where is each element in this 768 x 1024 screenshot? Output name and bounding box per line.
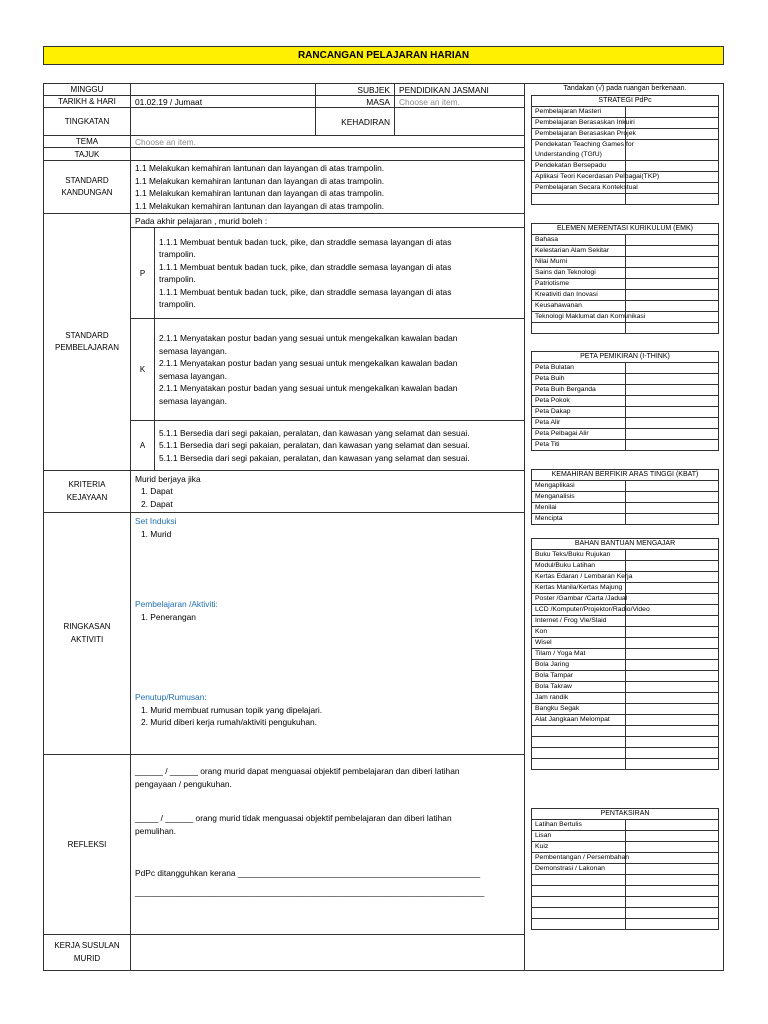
refleksi-line: ______ / ______ orang murid dapat menguasai objektif pembelajaran dan diberi latihan bbox=[135, 766, 460, 776]
sp-p-line: 1.1.1 Membuat bentuk badan tuck, pike, dan straddle semasa layangan di atas bbox=[159, 236, 452, 247]
bbm-item: Buku Teks/Buku Rujukan bbox=[532, 550, 626, 561]
masa-label: MASA bbox=[316, 96, 395, 108]
pentaksiran-item: Demonstrasi / Lakonan bbox=[532, 864, 626, 875]
sk-line: 1.1 Melakukan kemahiran lantunan dan layangan di atas trampolin. bbox=[135, 200, 385, 211]
refleksi-line: pengayaan / pengukuhan. bbox=[135, 778, 232, 789]
subjek-value[interactable]: PENDIDIKAN JASMANI bbox=[395, 84, 525, 96]
emk-table bbox=[531, 223, 719, 334]
emk-item: Patriotisme bbox=[532, 279, 626, 290]
strategi-item bbox=[532, 194, 626, 205]
bbm-item: LCD /Komputer/Projektor/Radio/Video bbox=[532, 605, 626, 616]
checkbox[interactable] bbox=[625, 301, 719, 312]
tarikh-label: TARIKH & HARI bbox=[44, 96, 131, 108]
checkbox[interactable] bbox=[625, 748, 719, 759]
bbm-table bbox=[531, 538, 719, 770]
checkbox[interactable] bbox=[625, 323, 719, 334]
sp-p-label: P bbox=[131, 228, 155, 319]
checkbox[interactable] bbox=[625, 481, 719, 492]
tema-dropdown[interactable]: Choose an item. bbox=[131, 136, 525, 148]
checkbox[interactable] bbox=[625, 660, 719, 671]
checkbox[interactable] bbox=[625, 429, 719, 440]
checkbox[interactable] bbox=[625, 550, 719, 561]
sp-a-line: 5.1.1 Bersedia dari segi pakaian, peralatan, dan kawasan yang selamat dan sesuai. bbox=[159, 452, 470, 463]
checkbox[interactable] bbox=[625, 440, 719, 451]
checkbox[interactable] bbox=[625, 875, 719, 886]
checkbox[interactable] bbox=[625, 235, 719, 246]
emk-item: Sains dan Teknologi bbox=[532, 268, 626, 279]
tarikh-value[interactable]: 01.02.19 / Jumaat bbox=[131, 96, 316, 108]
sp-p-line: 1.1.1 Membuat bentuk badan tuck, pike, dan straddle semasa layangan di atas bbox=[159, 286, 452, 297]
ithink-item: Peta Titi bbox=[532, 440, 626, 451]
emk-title: ELEMEN MERENTASI KURIKULUM (EMK) bbox=[532, 224, 719, 235]
bbm-item: Alat Jangkaan Melompat bbox=[532, 715, 626, 726]
pentaksiran-item bbox=[532, 875, 626, 886]
masa-dropdown[interactable]: Choose an item. bbox=[395, 96, 525, 108]
strategi-item: Pendekatan Teaching Games for Understanding (TGfU) bbox=[532, 140, 626, 161]
bbm-item: Modul/Buku Latihan bbox=[532, 561, 626, 572]
ithink-item: Peta Dakap bbox=[532, 407, 626, 418]
sp-intro: Pada akhir pelajaran , murid boleh : bbox=[131, 214, 525, 228]
checkbox[interactable] bbox=[625, 638, 719, 649]
kriteria-item: 1. Dapat bbox=[141, 486, 173, 497]
checkbox[interactable] bbox=[625, 820, 719, 831]
pentaksiran-item: Kuiz bbox=[532, 842, 626, 853]
sp-p-content[interactable] bbox=[155, 228, 525, 319]
kbat-item: Mengaplikasi bbox=[532, 481, 626, 492]
checkbox[interactable] bbox=[625, 279, 719, 290]
emk-item: Teknologi Maklumat dan Komunikasi bbox=[532, 312, 626, 323]
checkbox[interactable] bbox=[625, 396, 719, 407]
bbm-item: Bola Tampar bbox=[532, 671, 626, 682]
bbm-item: Wisel bbox=[532, 638, 626, 649]
strategi-table bbox=[531, 95, 719, 205]
tema-label: TEMA bbox=[44, 136, 131, 148]
sp-k-content[interactable] bbox=[155, 319, 525, 421]
pentaksiran-item bbox=[532, 919, 626, 930]
standard-pembelajaran-label: STANDARD PEMBELAJARAN bbox=[44, 214, 131, 471]
checkbox[interactable] bbox=[625, 374, 719, 385]
checkbox[interactable] bbox=[625, 594, 719, 605]
sp-p-line: trampolin. bbox=[159, 274, 196, 284]
bbm-item: Internet / Frog Vle/Slaid bbox=[532, 616, 626, 627]
checkbox[interactable] bbox=[625, 693, 719, 704]
instruction-note: Tandakan (√) pada ruangan berkenaan. bbox=[563, 85, 687, 92]
checkbox[interactable] bbox=[625, 503, 719, 514]
kerja-susulan-field[interactable] bbox=[131, 935, 525, 971]
checkbox[interactable] bbox=[625, 583, 719, 594]
checkbox[interactable] bbox=[625, 759, 719, 770]
ithink-title: PETA PEMIKIRAN (I-THINK) bbox=[532, 352, 719, 363]
bbm-item: Bola Jaring bbox=[532, 660, 626, 671]
checkbox[interactable] bbox=[625, 363, 719, 374]
pentaksiran-item: Lisan bbox=[532, 831, 626, 842]
emk-item: Kreativiti dan Inovasi bbox=[532, 290, 626, 301]
ithink-item: Peta Pelbagai Alir bbox=[532, 429, 626, 440]
checkbox[interactable] bbox=[625, 649, 719, 660]
strategi-item: Pendekatan Bersepadu bbox=[532, 161, 626, 172]
checkbox[interactable] bbox=[625, 831, 719, 842]
checkbox[interactable] bbox=[625, 726, 719, 737]
kbat-item: Mencipta bbox=[532, 514, 626, 525]
tajuk-label: TAJUK bbox=[44, 148, 131, 161]
emk-item: Nilai Murni bbox=[532, 257, 626, 268]
checkbox[interactable] bbox=[625, 418, 719, 429]
refleksi-blank-line: ___________________________________________________________________________ bbox=[135, 886, 485, 897]
checkbox[interactable] bbox=[625, 682, 719, 693]
penutup-heading: Penutup/Rumusan: bbox=[135, 692, 207, 702]
kbat-item: Menilai bbox=[532, 503, 626, 514]
checkbox[interactable] bbox=[625, 908, 719, 919]
kbat-table bbox=[531, 469, 719, 525]
sp-a-label: A bbox=[131, 421, 155, 471]
bbm-item bbox=[532, 737, 626, 748]
bbm-item: Bangku Segak bbox=[532, 704, 626, 715]
pentaksiran-table bbox=[531, 808, 719, 930]
kriteria-item: 2. Dapat bbox=[141, 498, 173, 509]
standard-kandungan-label: STANDARD KANDUNGAN bbox=[44, 161, 131, 214]
sk-line: 1.1 Melakukan kemahiran lantunan dan layangan di atas trampolin. bbox=[135, 188, 385, 198]
strategi-item: Aplikasi Teori Kecerdasan Pelbagai(TKP) bbox=[532, 172, 626, 183]
pentaksiran-item bbox=[532, 908, 626, 919]
checkbox[interactable] bbox=[625, 561, 719, 572]
sp-p-line: trampolin. bbox=[159, 249, 196, 259]
pentaksiran-item: Pembentangan / Persembahan bbox=[532, 853, 626, 864]
checkbox[interactable] bbox=[625, 118, 719, 129]
sp-a-line: 5.1.1 Bersedia dari segi pakaian, peralatan, dan kawasan yang selamat dan sesuai. bbox=[159, 427, 470, 438]
checkbox[interactable] bbox=[625, 627, 719, 638]
refleksi-label: REFLEKSI bbox=[44, 755, 131, 935]
checkbox[interactable] bbox=[625, 492, 719, 503]
checkbox[interactable] bbox=[625, 183, 719, 194]
checkbox[interactable] bbox=[625, 140, 719, 161]
checkbox[interactable] bbox=[625, 616, 719, 627]
sp-a-content[interactable] bbox=[155, 421, 525, 471]
bbm-item: Poster /Gambar /Carta /Jadual bbox=[532, 594, 626, 605]
kbat-title: KEMAHIRAN BERFIKIR ARAS TINGGI (KBAT) bbox=[532, 470, 719, 481]
emk-item: Kelestarian Alam Sekitar bbox=[532, 246, 626, 257]
pembelajaran-heading: Pembelajaran /Aktiviti: bbox=[135, 599, 218, 609]
sp-a-line: 5.1.1 Bersedia dari segi pakaian, peralatan, dan kawasan yang selamat dan sesuai. bbox=[159, 440, 470, 451]
checkbox[interactable] bbox=[625, 671, 719, 682]
checkbox[interactable] bbox=[625, 897, 719, 908]
strategi-item: Pembelajaran Berasaskan Projek bbox=[532, 129, 626, 140]
checkbox[interactable] bbox=[625, 407, 719, 418]
refleksi-line: pemulihan. bbox=[135, 825, 176, 836]
checkbox[interactable] bbox=[625, 919, 719, 930]
bbm-item: Kertas Edaran / Lembaran Kerja bbox=[532, 572, 626, 583]
checkbox[interactable] bbox=[625, 268, 719, 279]
pentaksiran-title: PENTAKSIRAN bbox=[532, 809, 719, 820]
minggu-label: MINGGU bbox=[44, 84, 131, 96]
sp-k-line: semasa layangan. bbox=[159, 345, 227, 356]
aktiviti-content[interactable] bbox=[131, 513, 525, 755]
bbm-item bbox=[532, 759, 626, 770]
ithink-item: Peta Pokok bbox=[532, 396, 626, 407]
emk-item: Keusahawanan bbox=[532, 301, 626, 312]
ditangguhkan-line: PdPc ditangguhkan kerana ____________________________________________________ bbox=[135, 868, 481, 878]
sp-p-line: trampolin. bbox=[159, 299, 196, 309]
set-induksi-item: 1. Murid bbox=[141, 528, 172, 539]
refleksi-content[interactable] bbox=[131, 755, 525, 935]
checkbox[interactable] bbox=[625, 246, 719, 257]
bbm-item: Kon bbox=[532, 627, 626, 638]
checkbox[interactable] bbox=[625, 853, 719, 864]
bbm-item bbox=[532, 726, 626, 737]
kbat-item: Menganalisis bbox=[532, 492, 626, 503]
checkbox[interactable] bbox=[625, 257, 719, 268]
emk-item bbox=[532, 323, 626, 334]
checkbox[interactable] bbox=[625, 514, 719, 525]
ithink-table bbox=[531, 351, 719, 451]
subjek-label: SUBJEK bbox=[316, 84, 395, 96]
pentaksiran-item: Latihan Bertulis bbox=[532, 820, 626, 831]
tingkatan-field[interactable] bbox=[131, 108, 316, 136]
pembelajaran-item: 1. Penerangan bbox=[141, 611, 196, 622]
strategi-item: Pembelajaran Secara Kontekstual bbox=[532, 183, 626, 194]
checkbox[interactable] bbox=[625, 864, 719, 875]
pentaksiran-item bbox=[532, 897, 626, 908]
kehadiran-label: KEHADIRAN bbox=[316, 108, 395, 136]
emk-item: Bahasa bbox=[532, 235, 626, 246]
checkbox[interactable] bbox=[625, 737, 719, 748]
ithink-item: Peta Alir bbox=[532, 418, 626, 429]
strategi-item: Pembelajaran Masteri bbox=[532, 107, 626, 118]
sk-line: 1.1 Melakukan kemahiran lantunan dan layangan di atas trampolin. bbox=[135, 175, 385, 186]
checkbox[interactable] bbox=[625, 129, 719, 140]
tajuk-field[interactable] bbox=[131, 148, 525, 161]
ithink-item: Peta Bulatan bbox=[532, 363, 626, 374]
standard-kandungan-content[interactable] bbox=[131, 161, 525, 214]
sp-k-label: K bbox=[131, 319, 155, 421]
aktiviti-label: RINGKASAN AKTIVITI bbox=[44, 513, 131, 755]
checkbox[interactable] bbox=[625, 842, 719, 853]
bbm-item: Bola Takraw bbox=[532, 682, 626, 693]
kerja-susulan-label: KERJA SUSULAN MURID bbox=[44, 935, 131, 971]
penutup-item: 2. Murid diberi kerja rumah/aktiviti pengukuhan. bbox=[141, 717, 317, 727]
sk-line: 1.1 Melakukan kemahiran lantunan dan layangan di atas trampolin. bbox=[135, 163, 385, 173]
lesson-main-table bbox=[43, 83, 525, 971]
set-induksi-heading: Set Induksi bbox=[135, 516, 177, 526]
bbm-item: Kertas Manila/Kertas Majung bbox=[532, 583, 626, 594]
sp-k-line: 2.1.1 Menyatakan postur badan yang sesuai untuk mengekalkan kawalan badan bbox=[159, 358, 458, 368]
kriteria-label: KRITERIA KEJAYAAN bbox=[44, 471, 131, 513]
refleksi-line: _____ / ______ orang murid tidak menguasai objektif pembelajaran dan diberi latihan bbox=[135, 813, 452, 823]
tingkatan-label: TINGKATAN bbox=[44, 108, 131, 136]
strategi-title: STRATEGI PdPc bbox=[532, 96, 719, 107]
checkbox[interactable] bbox=[625, 385, 719, 396]
bbm-item: Jam randik bbox=[532, 693, 626, 704]
checkbox[interactable] bbox=[625, 290, 719, 301]
bbm-item bbox=[532, 748, 626, 759]
sp-p-line: 1.1.1 Membuat bentuk badan tuck, pike, dan straddle semasa layangan di atas bbox=[159, 261, 452, 272]
checkbox[interactable] bbox=[625, 194, 719, 205]
checkbox[interactable] bbox=[625, 161, 719, 172]
sp-k-line: semasa layangan. bbox=[159, 395, 227, 406]
checkbox[interactable] bbox=[625, 886, 719, 897]
sp-k-line: 2.1.1 Menyatakan postur badan yang sesuai untuk mengekalkan kawalan badan bbox=[159, 333, 458, 343]
sp-k-line: 2.1.1 Menyatakan postur badan yang sesuai untuk mengekalkan kawalan badan bbox=[159, 383, 458, 393]
pentaksiran-item bbox=[532, 886, 626, 897]
checkbox[interactable] bbox=[625, 704, 719, 715]
ithink-item: Peta Buih bbox=[532, 374, 626, 385]
kriteria-content[interactable] bbox=[131, 471, 525, 513]
minggu-field[interactable] bbox=[131, 84, 316, 96]
checkbox[interactable] bbox=[625, 107, 719, 118]
strategi-item: Pembelajaran Berasaskan Inkuiri bbox=[532, 118, 626, 129]
bbm-item: Tilam / Yoga Mat bbox=[532, 649, 626, 660]
penutup-item: 1. Murid membuat rumusan topik yang dipelajari. bbox=[141, 704, 323, 715]
sp-k-line: semasa layangan. bbox=[159, 370, 227, 381]
kriteria-intro: Murid berjaya jika bbox=[135, 473, 201, 484]
page-title: RANCANGAN PELAJARAN HARIAN bbox=[43, 46, 724, 65]
checkbox[interactable] bbox=[625, 715, 719, 726]
ithink-item: Peta Buih Berganda bbox=[532, 385, 626, 396]
checkbox[interactable] bbox=[625, 572, 719, 583]
bbm-title: BAHAN BANTUAN MENGAJAR bbox=[532, 539, 719, 550]
kehadiran-field[interactable] bbox=[395, 108, 525, 136]
